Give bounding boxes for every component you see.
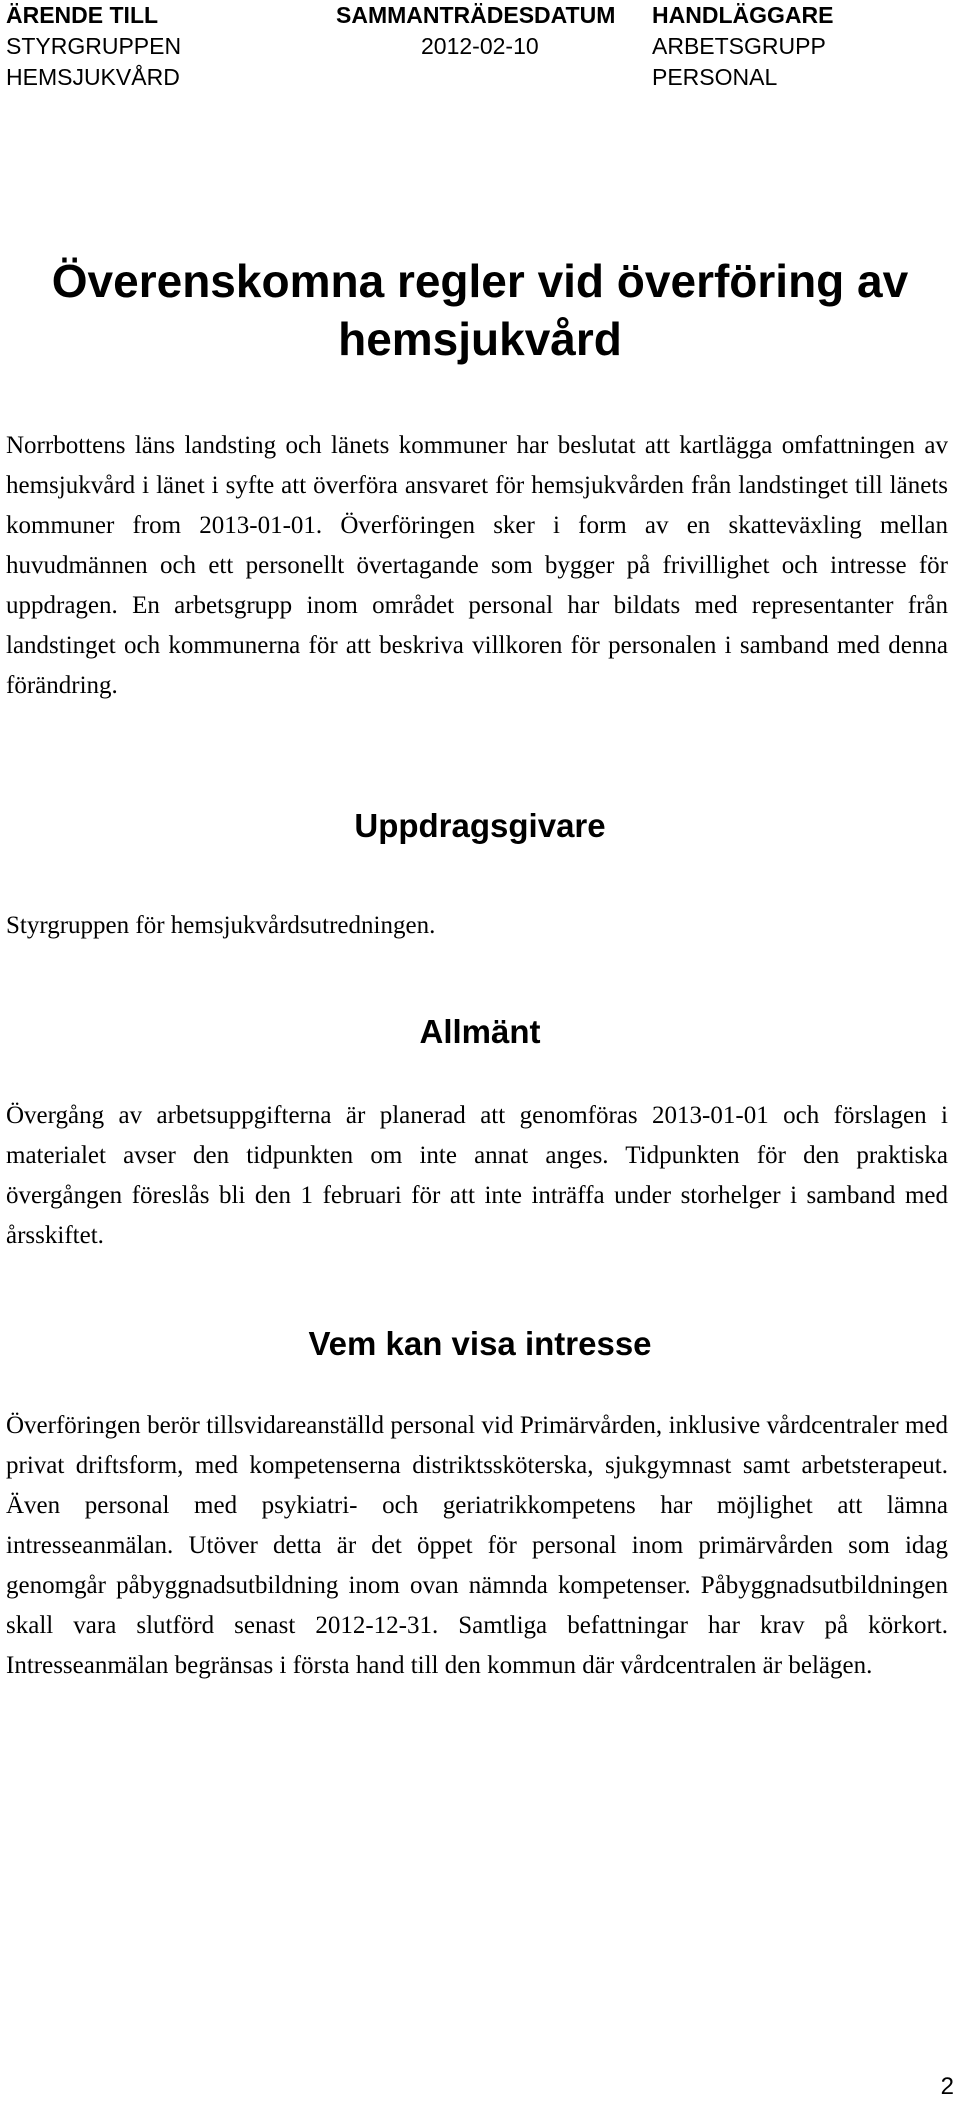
header-handlaggare-label: HANDLÄGGARE [652, 2, 834, 28]
section-heading-vem-kan-visa-intresse: Vem kan visa intresse [308, 1325, 652, 1362]
header-arende-line1: STYRGRUPPEN [6, 33, 182, 59]
header-handlaggare [652, 0, 833, 93]
header-datum-value: 2012-02-10 [421, 33, 539, 59]
header-arende-label: ÄRENDE TILL [6, 2, 159, 28]
header-arende [6, 0, 181, 93]
header-datum-label: SAMMANTRÄDESDATUM [336, 2, 616, 28]
header-handlaggare-line1: ARBETSGRUPP [652, 33, 826, 59]
document-title: Överenskomna regler vid överföring av hemsjukvård [51, 255, 909, 365]
header-arende-line2: HEMSJUKVÅRD [6, 64, 180, 90]
section-text-vem-kan-visa-intresse: Överföringen berör tillsvidareanställd personal vid Primärvården, inklusive vårdcentraler med privat driftsform, med kompetenserna distriktssköterska, sjukgymnast samt arbetsterapeut. Även personal med psykiatri- och geriatrikkompetens har möjlighet att lämna intresseanmälan. Utöver detta är det öppet för personal inom primärvården som idag genomgår påbyggnadsutbildning inom ovan nämnda kompetenser. Påbyggnadsutbildningen skall vara slutförd senast 2012-12-31. Samtliga befattningar har krav på körkort. Intresseanmälan begränsas i första hand till den kommun där vårdcentralen är belägen. [6, 1412, 948, 1679]
section-heading-uppdragsgivare: Uppdragsgivare [354, 807, 606, 844]
header-datum [336, 0, 615, 62]
section-text-allmant: Övergång av arbetsuppgifterna är planerad att genomföras 2013-01-01 och förslagen i materialet avser den tidpunkten om inte annat anges. Tidpunkten för den praktiska övergången föreslås bli den 1 februari för att inte inträffa under storhelger i samband med årsskiftet. [6, 1102, 948, 1249]
intro-paragraph: Norrbottens läns landsting och länets kommuner har beslutat att kartlägga omfattningen av hemsjukvård i länet i syfte att överföra ansvaret för hemsjukvården från landstinget till länets kommuner from 2013-01-01. Överföringen sker i form av en skatteväxling mellan huvudmännen och ett personellt övertagande som bygger på frivillighet och intresse för uppdragen. En arbetsgrupp inom området personal har bildats med representanter från landstinget och kommunerna för att beskriva villkoren för personalen i samband med denna förändring. [6, 432, 948, 699]
header-handlaggare-line2: PERSONAL [652, 64, 778, 90]
section-heading-allmant: Allmänt [419, 1013, 541, 1050]
page-number: 2 [940, 2073, 954, 2100]
section-text-uppdragsgivare: Styrgruppen för hemsjukvårdsutredningen. [6, 912, 436, 939]
